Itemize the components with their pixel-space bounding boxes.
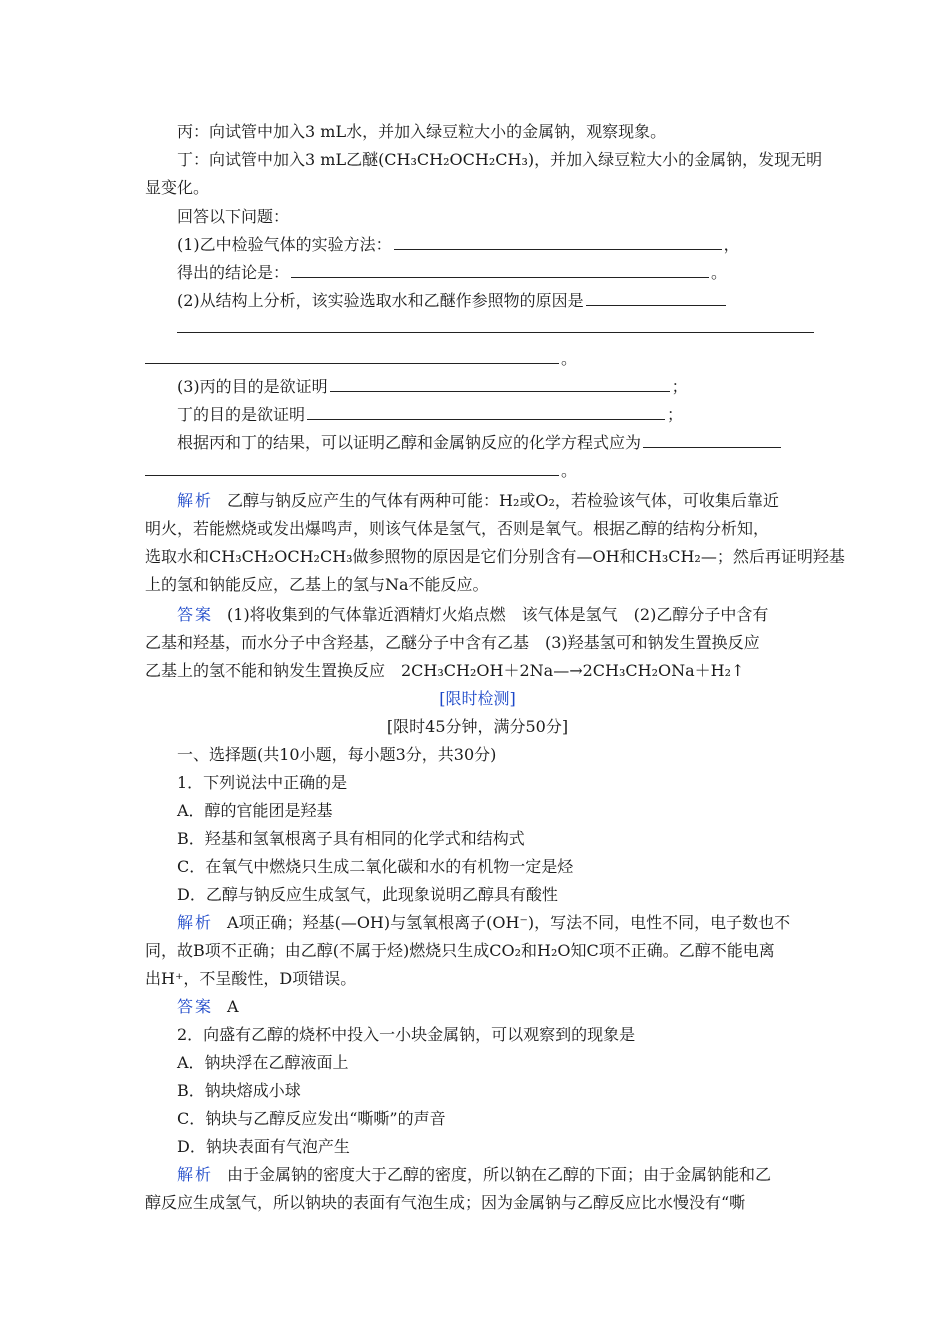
question-2-end: 。 (561, 349, 578, 368)
answer-blank[interactable] (586, 287, 726, 306)
q2-option-a: A．钠块浮在乙醇液面上 (177, 1053, 349, 1072)
answer-label: 答案 (177, 605, 214, 624)
question-3c (177, 429, 810, 457)
section-part1: 一、选择题(共10小题，每小题3分，共30分) (177, 745, 497, 764)
q1-option-c: C．在氧气中燃烧只生成二氧化碳和水的有机物一定是烃 (177, 857, 574, 876)
q2-analysis (177, 1161, 810, 1189)
section-limit: [限时45分钟，满分50分] (386, 717, 569, 736)
analysis-label: 解析 (177, 491, 214, 510)
analysis-1-line2: 明火，若能燃烧或发出爆鸣声，则该气体是氢气，否则是氧气。根据乙醇的结构分析知， (145, 519, 770, 538)
q2-stem: 2．向盛有乙醇的烧杯中投入一小块金属钠，可以观察到的现象是 (177, 1025, 636, 1044)
q1-option-a: A．醇的官能团是羟基 (177, 801, 333, 820)
experiment-ding-cont: 显变化。 (145, 178, 210, 197)
question-3c-cont (145, 457, 810, 485)
answer-blank-full-line[interactable] (177, 332, 814, 333)
question-3c-text: 根据丙和丁的结果，可以证明乙醇和金属钠反应的化学方程式应为 (177, 433, 642, 452)
q2-analysis-text: 由于金属钠的密度大于乙醇的密度，所以钠在乙醇的下面；由于金属钠能和乙 (227, 1165, 772, 1184)
analysis-1-line4: 上的氢和钠能反应，乙基上的氢与Na不能反应。 (145, 575, 489, 594)
analysis-label: 解析 (177, 913, 214, 932)
answer-label: 答案 (177, 997, 214, 1016)
question-2 (177, 287, 810, 315)
question-2-text: (2)从结构上分析，该实验选取水和乙醚作参照物的原因是 (177, 291, 584, 310)
answer-blank[interactable] (291, 259, 709, 278)
question-1a-end: ， (723, 235, 740, 254)
question-3a (177, 373, 810, 401)
answer-blank[interactable] (643, 429, 781, 448)
experiment-ding: 丁：向试管中加入3 mL乙醚(CH₃CH₂OCH₂CH₃)，并加入绿豆粒大小的金属钠，发现无明 (177, 150, 823, 169)
q1-analysis (177, 909, 810, 937)
question-1a-text: (1)乙中检验气体的实验方法： (177, 235, 392, 254)
answer-blank[interactable] (145, 457, 559, 476)
analysis-1-line3: 选取水和CH₃CH₂OCH₂CH₃做参照物的原因是它们分别含有—OH和CH₃CH₂—；然后再证明羟基 (145, 547, 845, 566)
q2-option-c: C．钠块与乙醇反应发出“嘶嘶”的声音 (177, 1109, 446, 1128)
question-1b (177, 259, 810, 287)
analysis-1-text: 乙醇与钠反应产生的气体有两种可能：H₂或O₂，若检验该气体，可收集后靠近 (227, 491, 779, 510)
question-1a (177, 231, 810, 259)
q1-answer-value: A (227, 997, 239, 1016)
q1-analysis-text: A项正确；羟基(—OH)与氢氧根离子(OH⁻)，写法不同，电性不同，电子数也不 (227, 913, 791, 932)
analysis-label: 解析 (177, 1165, 214, 1184)
answer-blank[interactable] (307, 401, 665, 420)
q1-option-d: D．乙醇与钠反应生成氢气，此现象说明乙醇具有酸性 (177, 885, 558, 904)
answer-blank[interactable] (145, 345, 559, 364)
answer-1-line3: 乙基上的氢不能和钠发生置换反应 2CH₃CH₂OH＋2Na—→2CH₃CH₂ONa＋H₂↑ (145, 661, 745, 680)
analysis-1-line (177, 487, 810, 515)
answer-1-line (177, 601, 810, 629)
questions-intro: 回答以下问题： (177, 207, 290, 226)
answer-1-line2: 乙基和羟基，而水分子中含羟基，乙醚分子中含有乙基 (3)羟基氢可和钠发生置换反应 (145, 633, 760, 652)
answer-blank[interactable] (330, 373, 670, 392)
q1-option-b: B．羟基和氢氧根离子具有相同的化学式和结构式 (177, 829, 525, 848)
question-3b-end: ； (667, 405, 684, 424)
q2-option-b: B．钠块熔成小球 (177, 1081, 301, 1100)
q1-analysis-line3: 出H⁺，不呈酸性，D项错误。 (145, 969, 357, 988)
question-3a-end: ； (671, 377, 688, 396)
question-3c-end: 。 (561, 461, 578, 480)
section-title: [限时检测] (439, 689, 516, 708)
answer-1-text: (1)将收集到的气体靠近酒精灯火焰点燃 该气体是氢气 (2)乙醇分子中含有 (227, 605, 769, 624)
question-1b-text: 得出的结论是： (177, 263, 290, 282)
question-1b-end: 。 (711, 263, 728, 282)
q1-answer (177, 993, 810, 1021)
question-3a-text: (3)丙的目的是欲证明 (177, 377, 328, 396)
q2-option-d: D．钠块表面有气泡产生 (177, 1137, 350, 1156)
q2-analysis-line2: 醇反应生成氢气，所以钠块的表面有气泡生成；因为金属钠与乙醇反应比水慢没有“嘶 (145, 1193, 746, 1212)
question-3b-text: 丁的目的是欲证明 (177, 405, 306, 424)
experiment-bing: 丙：向试管中加入3 mL水，并加入绿豆粒大小的金属钠，观察现象。 (177, 122, 667, 141)
question-2-cont (145, 345, 810, 373)
question-3b (177, 401, 810, 429)
answer-blank[interactable] (394, 231, 722, 250)
q1-analysis-line2: 同，故B项不正确；由乙醇(不属于烃)燃烧只生成CO₂和H₂O知C项不正确。乙醇不能电离 (145, 941, 775, 960)
q1-stem: 1．下列说法中正确的是 (177, 773, 348, 792)
